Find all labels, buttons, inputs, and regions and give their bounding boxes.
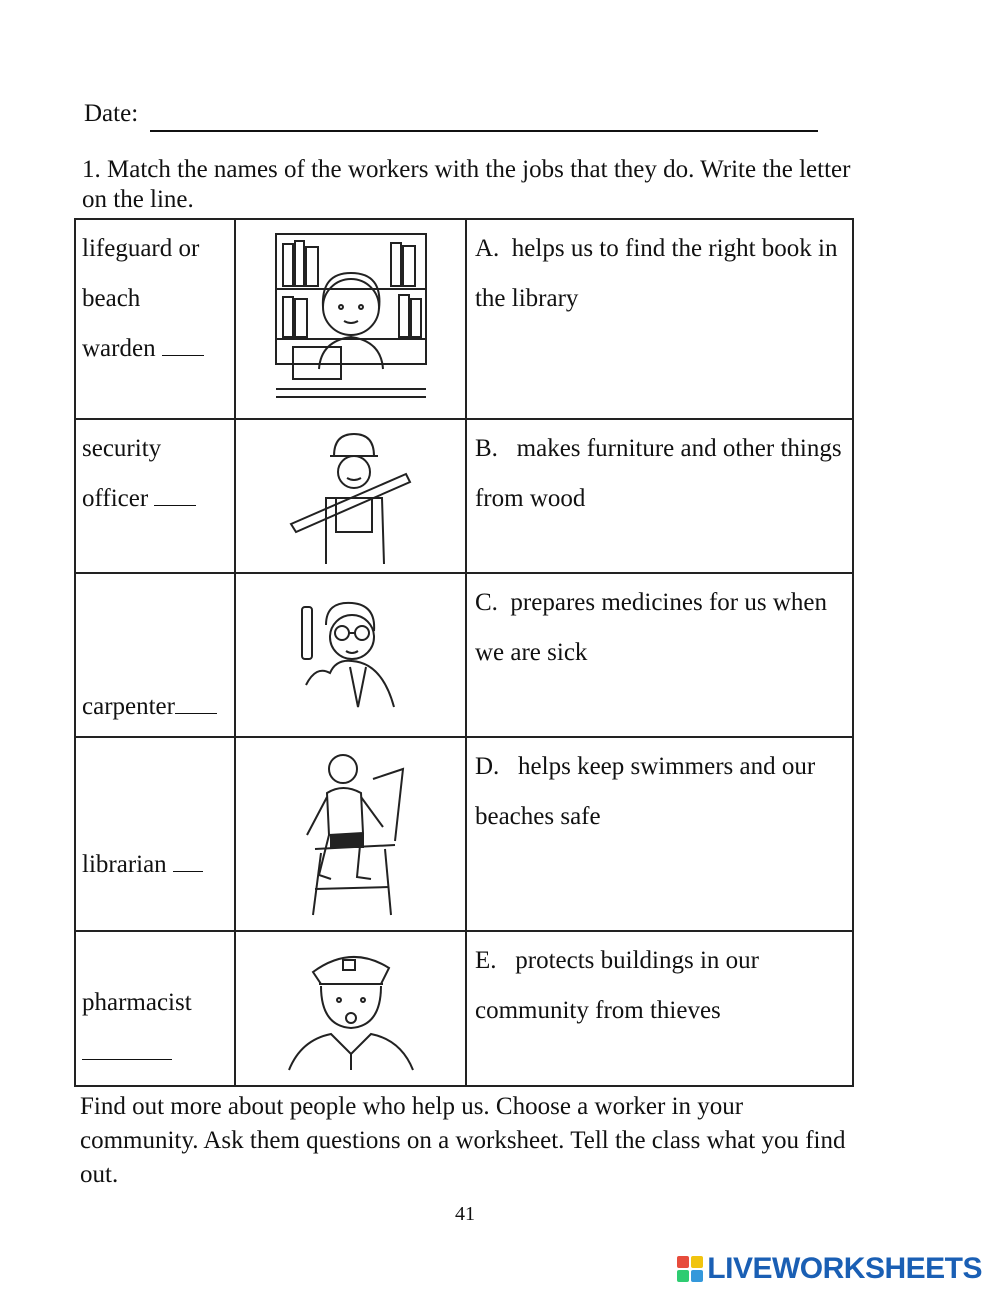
lifeguard-icon	[291, 749, 411, 919]
table-row	[75, 419, 853, 573]
librarian-icon	[271, 229, 431, 409]
pharmacist-picture	[235, 573, 466, 737]
table-row	[75, 931, 853, 1086]
job-description-cell	[466, 219, 853, 419]
pharmacist-icon	[296, 595, 406, 715]
answer-blank[interactable]	[82, 1058, 172, 1060]
liveworksheets-logo-icon	[677, 1256, 703, 1282]
worker-name-line: officer	[82, 485, 149, 512]
instructions: 1. Match the names of the workers with the jobs that they do. Write the letter on the line.	[82, 156, 851, 213]
job-description-cell	[466, 573, 853, 737]
job-letter: C.	[474, 589, 498, 616]
liveworksheets-brand	[677, 1252, 982, 1286]
worker-name-cell	[75, 219, 235, 419]
table-row	[75, 219, 853, 419]
answer-blank[interactable]	[175, 712, 217, 714]
answer-blank[interactable]	[154, 504, 196, 506]
date-row	[84, 100, 138, 128]
worker-name-line: warden	[82, 335, 156, 362]
job-description-cell	[466, 737, 853, 931]
worker-name-line: beach	[82, 285, 141, 312]
job-text: makes furniture and other things from wood	[474, 435, 842, 512]
job-description-cell	[466, 931, 853, 1086]
worker-name-cell	[75, 737, 235, 931]
worker-name-line: pharmacist	[82, 989, 192, 1016]
worker-name-cell	[75, 573, 235, 737]
job-text: helps keep swimmers and our beaches safe	[474, 753, 816, 830]
job-letter: B.	[474, 435, 498, 462]
worker-name-line: librarian	[82, 851, 167, 878]
answer-blank[interactable]	[173, 870, 203, 872]
answer-blank[interactable]	[162, 354, 204, 356]
security-officer-picture	[235, 931, 466, 1086]
worker-name-line: security	[82, 435, 162, 462]
date-label: Date:	[84, 100, 139, 127]
lifeguard-picture	[235, 737, 466, 931]
brand-name: LIVEWORKSHEETS	[707, 1252, 982, 1285]
worker-name-line: lifeguard or	[82, 235, 200, 262]
job-letter: A.	[474, 235, 500, 262]
job-description-cell	[466, 419, 853, 573]
job-text: prepares medicines for us when we are sick	[474, 589, 827, 666]
table-row	[75, 737, 853, 931]
page-number: 41	[455, 1203, 475, 1225]
job-text: helps us to find the right book in the library	[474, 235, 838, 312]
date-line	[150, 130, 818, 132]
worker-name-cell	[75, 419, 235, 573]
job-letter: E.	[474, 947, 497, 974]
table-row	[75, 573, 853, 737]
worker-name-line: carpenter	[82, 693, 175, 720]
matching-table	[74, 218, 854, 1087]
worker-name-cell	[75, 931, 235, 1086]
carpenter-icon	[286, 426, 416, 566]
librarian-picture	[235, 219, 466, 419]
security-officer-icon	[281, 944, 421, 1074]
job-letter: D.	[474, 753, 500, 780]
carpenter-picture	[235, 419, 466, 573]
job-text: protects buildings in our community from thieves	[474, 947, 759, 1024]
follow-up-activity-text: Find out more about people who help us. Choose a worker in your community. Ask them questions on a worksheet. Tell the class what you find out.	[80, 1093, 846, 1188]
